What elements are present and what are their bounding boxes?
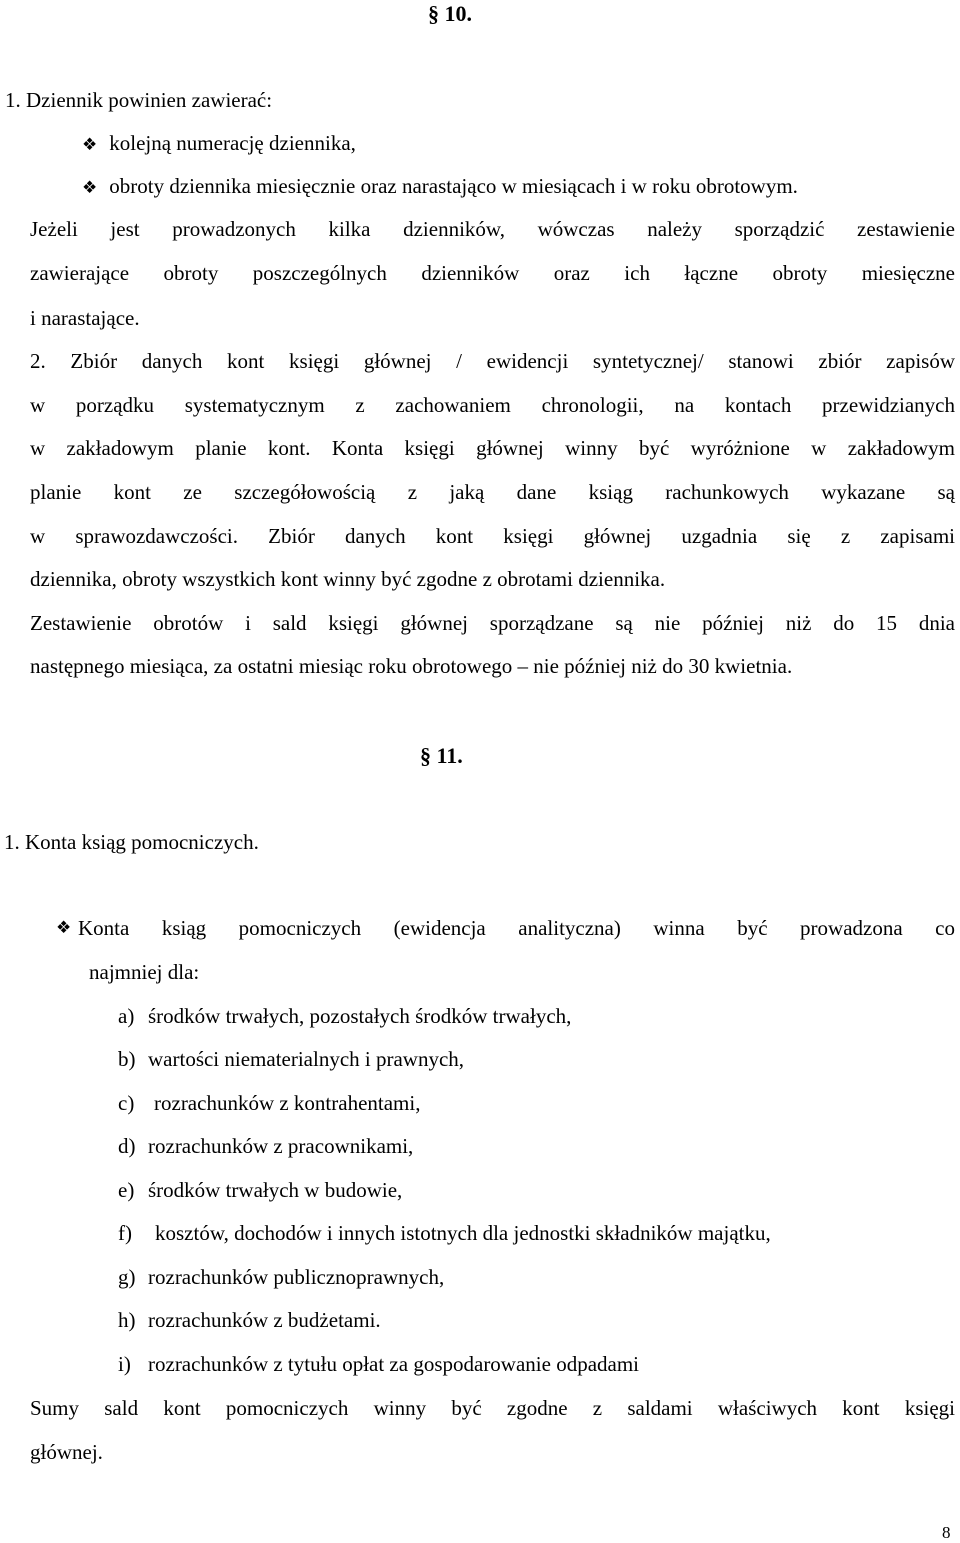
paragraph-line: 2. Zbiór danych kont księgi głównej / ewidencji syntetycznej/ stanowi zbiór zapisów — [30, 349, 955, 373]
list-label: e) — [118, 1178, 135, 1202]
page-number: 8 — [942, 1523, 951, 1542]
bullet-text: Konta ksiąg pomocniczych (ewidencja analityczna) winna być prowadzona co — [78, 916, 955, 940]
list-item — [118, 1306, 381, 1334]
diamond-bullet-icon: ❖ — [82, 178, 98, 197]
bullet-item — [56, 914, 955, 942]
list-text: rozrachunków z tytułu opłat za gospodarowanie odpadami — [148, 1352, 640, 1376]
diamond-bullet-icon: ❖ — [56, 918, 72, 937]
list-item — [118, 1045, 464, 1073]
list-item — [118, 1219, 771, 1247]
bullet-item — [82, 172, 798, 202]
list-item — [118, 1176, 402, 1204]
list-item — [118, 1002, 571, 1030]
list-text: wartości niematerialnych i prawnych, — [148, 1047, 465, 1071]
list-item — [118, 1132, 413, 1160]
section-11-heading — [420, 742, 463, 770]
item-number: 1. — [5, 88, 21, 112]
list-text: środków trwałych, pozostałych środków trwałych, — [148, 1004, 572, 1028]
list-label: i) — [118, 1352, 131, 1376]
paragraph-line: i narastające. — [30, 306, 140, 330]
paragraph-line: w porządku systematycznym z zachowaniem chronologii, na kontach przewidzianych — [30, 393, 955, 417]
item-text: Dziennik powinien zawierać: — [20, 88, 273, 112]
list-label: a) — [118, 1004, 135, 1028]
bullet-text: kolejną numerację dziennika, — [109, 131, 356, 155]
list-item — [118, 1263, 444, 1291]
paragraph-line: Jeżeli jest prowadzonych kilka dzienników, wówczas należy sporządzić zestawienie — [30, 217, 955, 241]
section-number: 11. — [436, 743, 463, 768]
paragraph-symbol: § — [428, 1, 439, 26]
bullet-item — [82, 129, 356, 159]
section-number: 10. — [444, 1, 472, 26]
paragraph-line: Zestawienie obrotów i sald księgi głównej sporządzane są nie później niż do 15 dnia — [30, 611, 955, 635]
list-item — [118, 1089, 420, 1117]
section-11-item-1: 1. Konta ksiąg pomocniczych. — [4, 830, 259, 854]
paragraph-line: w zakładowym planie kont. Konta księgi głównej winny być wyróżnione w zakładowym — [30, 436, 955, 460]
list-label: b) — [118, 1047, 136, 1071]
list-label: c) — [118, 1091, 135, 1115]
list-label: f) — [118, 1221, 132, 1245]
section-10-item-1 — [5, 86, 272, 114]
list-label: h) — [118, 1308, 136, 1332]
paragraph-symbol: § — [420, 743, 431, 768]
list-text: środków trwałych w budowie, — [148, 1178, 403, 1202]
paragraph-line: dziennika, obroty wszystkich kont winny być zgodne z obrotami dziennika. — [30, 567, 666, 591]
diamond-bullet-icon: ❖ — [82, 135, 98, 154]
paragraph-line: Sumy sald kont pomocniczych winny być zgodne z saldami właściwych kont księgi — [30, 1396, 955, 1420]
bullet-text: obroty dziennika miesięcznie oraz narastająco w miesiącach i w roku obrotowym. — [109, 174, 798, 198]
paragraph-line: zawierające obroty poszczególnych dzienników oraz ich łączne obroty miesięczne — [30, 261, 955, 285]
list-label: d) — [118, 1134, 136, 1158]
list-text: rozrachunków publicznoprawnych, — [148, 1265, 445, 1289]
paragraph-line: w sprawozdawczości. Zbiór danych kont księgi głównej uzgadnia się z zapisami — [30, 524, 955, 548]
paragraph-line: planie kont ze szczegółowością z jaką dane ksiąg rachunkowych wykazane są — [30, 480, 955, 504]
list-item — [118, 1350, 639, 1378]
list-text: kosztów, dochodów i innych istotnych dla jednostki składników majątku, — [155, 1221, 771, 1245]
section-10-heading — [428, 0, 472, 28]
list-text: rozrachunków z kontrahentami, — [154, 1091, 421, 1115]
list-text: rozrachunków z pracownikami, — [148, 1134, 414, 1158]
paragraph-line: następnego miesiąca, za ostatni miesiąc roku obrotowego – nie później niż do 30 kwietnia. — [30, 654, 793, 678]
list-label: g) — [118, 1265, 136, 1289]
bullet-text-continued: najmniej dla: — [89, 960, 200, 984]
list-text: rozrachunków z budżetami. — [148, 1308, 381, 1332]
paragraph-line: głównej. — [30, 1440, 103, 1464]
